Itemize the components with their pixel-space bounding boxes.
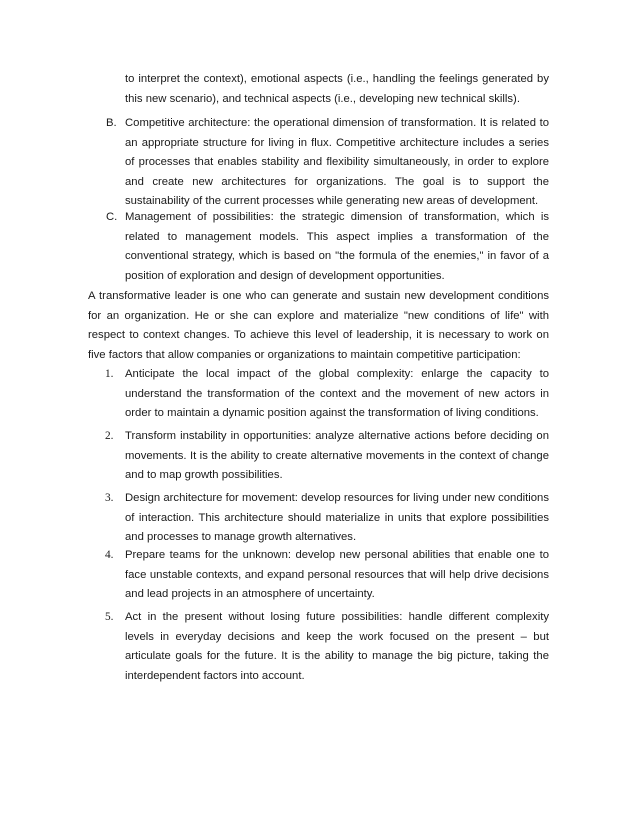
list-item-text: Anticipate the local impact of the global complexity: enlarge the capacity to understand the transformation of the context and the movement of new actors in order to maintain a dynamic position against the transformation of living conditions. bbox=[125, 368, 549, 420]
body-paragraph: A transformative leader is one who can generate and sustain new development conditions for an organization. He or she can explore and materialize "new conditions of life" with respect to context changes. To achieve this level of leadership, it is necessary to work on five factors that allow companies or organizations to maintain competitive participation: bbox=[88, 290, 549, 361]
list-item-text: Management of possibilities: the strategic dimension of transformation, which is related to management models. This aspect implies a transformation of the conventional strategy, which is based on "the formula of the enemies," in favor of a position of exploration and design of development opportunities. bbox=[125, 211, 549, 282]
list-item-text: Prepare teams for the unknown: develop new personal abilities that enable one to face unstable contexts, and expand personal resources that will help drive decisions and lead projects in an atmosphere of uncertainty. bbox=[125, 549, 549, 601]
list-marker: 5. bbox=[105, 611, 114, 623]
continued-list-text: to interpret the context), emotional aspects (i.e., handling the feelings generated by this new scenario), and technical aspects (i.e., developing new technical skills). bbox=[125, 73, 549, 105]
list-marker: 4. bbox=[105, 549, 114, 561]
list-item-text: Act in the present without losing future possibilities: handle different complexity levels in everyday decisions and keep the work focused on the present – but articulate goals for the future. It is the ability to manage the big picture, taking the interdependent factors into account. bbox=[125, 611, 549, 682]
list-item-text: Design architecture for movement: develop resources for living under new conditions of interaction. This architecture should materialize in units that explore possibilities and processes to manage growth alternatives. bbox=[125, 492, 549, 544]
list-marker: 2. bbox=[105, 430, 114, 442]
list-marker: C. bbox=[106, 211, 118, 223]
list-marker: 3. bbox=[105, 492, 114, 504]
list-marker: 1. bbox=[105, 368, 114, 380]
list-item-text: Competitive architecture: the operational dimension of transformation. It is related to an appropriate structure for living in flux. Competitive architecture includes a series of processes that enables stability and flexibility simultaneously, in order to explore and create new architectures for organizations. The goal is to support the sustainability of the current processes while generating new areas of development. bbox=[125, 117, 549, 208]
list-item-text: Transform instability in opportunities: analyze alternative actions before deciding on movements. It is the ability to create alternative movements in the context of change and to map growth possibilities. bbox=[125, 430, 549, 482]
list-marker: B. bbox=[106, 117, 117, 129]
